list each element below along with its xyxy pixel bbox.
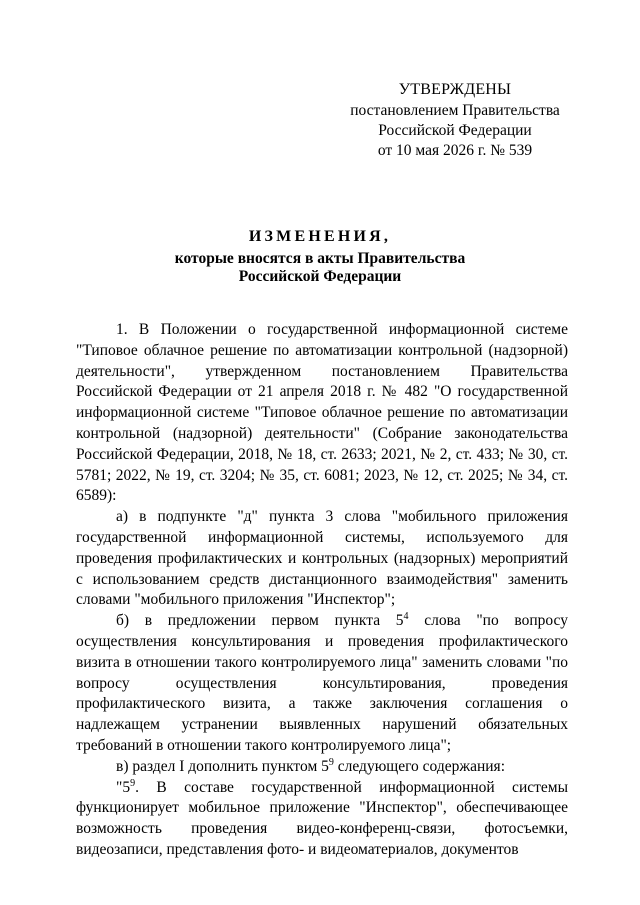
- approval-line-2: Российской Федерации: [378, 122, 532, 139]
- paragraph-3-part-b: слова "по вопросу осуществления консультирования и проведения профилактического визита в отношении такого контролируемого лица" заменить словами "по вопросу осуществления консультирования, проведения профилактического визита, а также заключения соглашения о надлежащем устранении выявленных нарушений обязательных требований в отношении такого контролируемого лица";: [76, 612, 568, 754]
- heading-subtitle-1: которые вносятся в акты Правительства: [174, 250, 466, 267]
- paragraph-4-superscript: 9: [328, 756, 334, 768]
- document-body: [76, 320, 568, 861]
- paragraph-4-part-a: в) раздел I дополнить пунктом 5: [116, 757, 329, 775]
- approval-line-3: от 10 мая 2026 г. № 539: [377, 142, 533, 159]
- paragraph-5: [76, 778, 568, 861]
- approval-line-1: постановлением Правительства: [350, 102, 560, 119]
- paragraph-5-superscript: 9: [130, 777, 136, 789]
- paragraph-2: а) в подпункте "д" пункта 3 слова "мобильного приложения государственной информационной системы, используемого для проведения профилактических и контрольных (надзорных) мероприятий с использованием средств дистанционного взаимодействия" заменить словами "мобильного приложения "Инспектор";: [76, 508, 568, 609]
- paragraph-1: 1. В Положении о государственной информационной системе "Типовое облачное решение по автоматизации контрольной (надзорной) деятельности", утвержденном постановлением Правительства Российской Федерации от 21 апреля 2018 г. № 482 "О государственной информационной системе "Типовое облачное решение по автоматизации контрольной (надзорной) деятельности" (Собрание законодательства Российской Федерации, 2018, № 18, ст. 2633; 2021, № 2, ст. 433; № 30, ст. 5781; 2022, № 19, ст. 3204; № 35, ст. 6081; 2023, № 12, ст. 2025; № 34, ст. 6589):: [76, 321, 568, 505]
- paragraph-5-part-b: . В составе государственной информационной системы функционирует мобильное приложение "Инспектор", обеспечивающее возможность проведения видео-конференц-связи, фотосъемки, видеозаписи, представления фото- и видеоматериалов, документов: [76, 778, 568, 858]
- heading-subtitle-2: Российской Федерации: [238, 268, 402, 285]
- document-heading: [0, 228, 640, 286]
- paragraph-4: [76, 757, 568, 778]
- paragraph-3: [76, 611, 568, 757]
- paragraph-3-superscript: 4: [403, 611, 409, 623]
- heading-title: ИЗМЕНЕНИЯ,: [248, 228, 392, 245]
- approval-stamp: [340, 80, 570, 161]
- paragraph-4-part-b: следующего содержания:: [333, 757, 505, 775]
- paragraph-5-part-a: "5: [116, 778, 131, 796]
- approval-title: УТВЕРЖДЕНЫ: [398, 81, 512, 98]
- paragraph-3-part-a: б) в предложении первом пункта 5: [116, 612, 404, 630]
